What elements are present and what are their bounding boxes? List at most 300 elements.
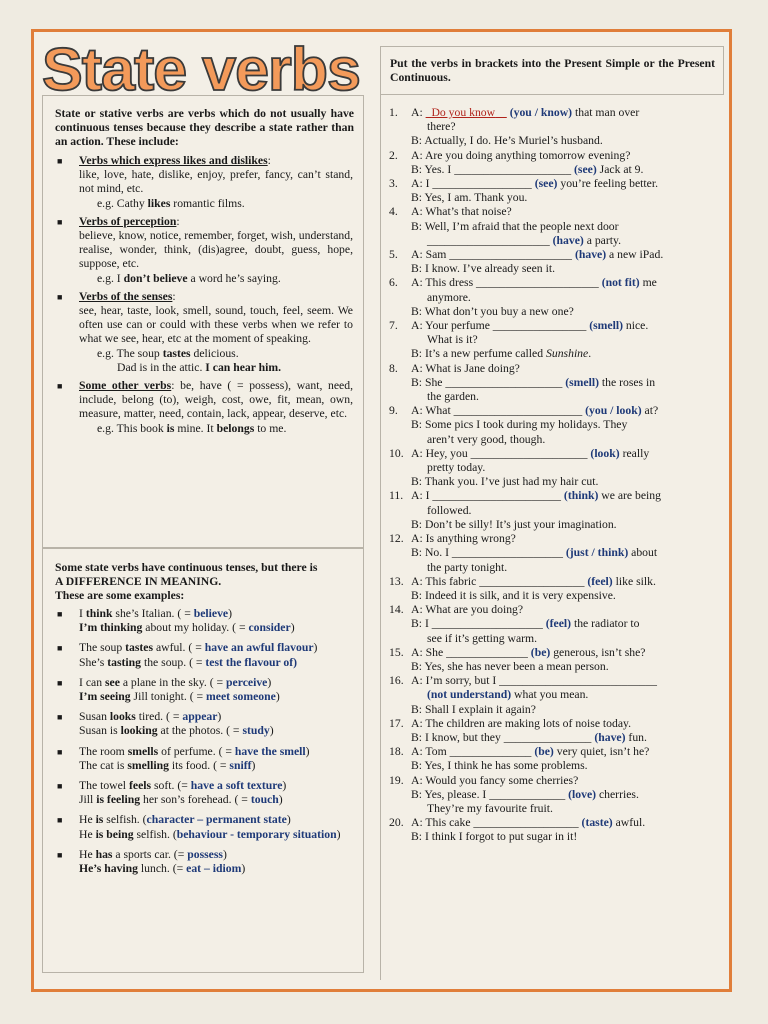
state-sentence bbox=[79, 745, 353, 759]
line-a bbox=[411, 319, 719, 333]
line-b bbox=[411, 347, 719, 361]
line-b bbox=[411, 163, 719, 177]
difference-item bbox=[43, 710, 363, 738]
sentence-text: a plane in the sky. ( = bbox=[119, 675, 227, 689]
sentence-text: The towel bbox=[79, 779, 129, 793]
exercise-item bbox=[389, 489, 719, 503]
exercise-reply bbox=[389, 788, 719, 802]
item-number: 20. bbox=[389, 816, 404, 830]
example-text: e.g. The soup bbox=[97, 346, 163, 360]
line-a bbox=[411, 745, 719, 759]
action-sentence bbox=[79, 862, 353, 876]
verb-prompt: (you / look) bbox=[585, 404, 642, 418]
meaning-note: sniff bbox=[229, 758, 252, 772]
exercise-reply bbox=[389, 731, 719, 745]
line-b bbox=[411, 262, 719, 276]
item-number-spacer bbox=[389, 347, 411, 361]
line-b-text: B: Indeed it is silk, and it is very expensive. bbox=[411, 588, 616, 602]
sentence-text: lunch. (= bbox=[138, 862, 187, 876]
intro-paragraph: State or stative verbs are verbs which do not usually have continuous tenses because they describe a state rather than an action. These include: bbox=[55, 107, 354, 149]
exercise-item bbox=[389, 404, 719, 418]
example-verb: tastes bbox=[162, 346, 191, 360]
verb-prompt: (feel) bbox=[587, 574, 613, 588]
state-sentence bbox=[79, 607, 353, 621]
sentence-text: The cat is bbox=[79, 758, 128, 772]
item-number-spacer bbox=[389, 475, 411, 489]
example-text: Dad is in the attic. bbox=[117, 360, 206, 374]
line-a bbox=[411, 489, 719, 503]
meaning-note: believe bbox=[193, 607, 229, 620]
exercise-item bbox=[389, 248, 719, 262]
item-number: 3. bbox=[389, 177, 398, 191]
sentence-verb: He’s having bbox=[79, 862, 138, 876]
page-title bbox=[38, 32, 368, 102]
verb-group-colon: : be, have ( = possess), want, need, include, belong (to), weigh, cost, owe, fit, mean, own, measure, matter, need, contain, lack, appear, deserve, etc. bbox=[79, 379, 353, 421]
line-b bbox=[411, 703, 719, 717]
sentence-text: ) bbox=[275, 690, 280, 704]
item-number-spacer bbox=[389, 703, 411, 717]
bullet-icon: ■ bbox=[57, 815, 63, 826]
sentence-text: ) bbox=[313, 641, 318, 655]
bullet-icon: ■ bbox=[57, 746, 63, 757]
verb-prompt: (look) bbox=[590, 446, 620, 460]
line-a-text: A: This cake __________________ bbox=[411, 816, 582, 830]
sentence-text: He bbox=[79, 813, 96, 827]
item-number-spacer bbox=[389, 759, 411, 773]
exercise-item bbox=[389, 177, 719, 191]
sentence-text: the soup. ( = bbox=[141, 655, 206, 669]
line-b bbox=[411, 759, 719, 773]
bullet-icon: ■ bbox=[57, 609, 63, 619]
item-number-spacer bbox=[389, 546, 411, 560]
line-b-text: B: I ___________________ bbox=[411, 617, 546, 631]
difference-list bbox=[43, 607, 363, 882]
sentence-text: ) bbox=[241, 862, 246, 876]
line-b bbox=[411, 589, 719, 603]
sentence-verb: is being bbox=[95, 827, 134, 841]
verb-prompt: (be) bbox=[534, 745, 554, 759]
exercise-item bbox=[389, 674, 719, 688]
verb-prompt: (have) bbox=[574, 248, 607, 262]
line-a-text: A: This dress _____________________ bbox=[411, 276, 602, 290]
verb-prompt: (you / know) bbox=[509, 106, 573, 119]
sentence-verb: looking bbox=[120, 724, 158, 738]
line-b-text: B: Yes, I think he has some problems. bbox=[411, 759, 588, 773]
verb-group-title: Verbs of perception bbox=[79, 214, 177, 228]
exercise-reply bbox=[389, 830, 719, 844]
exercise-header bbox=[380, 46, 724, 95]
verb-groups bbox=[43, 154, 363, 440]
verb-group-title: Some other verbs bbox=[79, 379, 172, 393]
example-verb: belongs bbox=[216, 421, 255, 435]
sentence-text: The room bbox=[79, 744, 128, 758]
line-a bbox=[411, 575, 719, 589]
line-a-text: A: I ______________________ bbox=[411, 489, 564, 503]
difference-intro bbox=[55, 561, 354, 604]
meaning-note: character – permanent state bbox=[146, 813, 287, 827]
verb-prompt: (not fit) bbox=[601, 276, 640, 290]
item-number-spacer bbox=[389, 660, 411, 674]
exercise-reply bbox=[389, 518, 719, 532]
sentence-verb: I’m seeing bbox=[79, 690, 131, 704]
line-a-text: A: I’m sorry, but I ___________________________ bbox=[411, 674, 657, 688]
line-b-text: B: Actually, I do. He’s Muriel’s husband. bbox=[411, 134, 603, 148]
verb-group-list: like, love, hate, dislike, enjoy, prefer, fancy, can’t stand, not mind, etc. bbox=[79, 168, 353, 196]
sentence-text: ) bbox=[222, 847, 227, 861]
line-a bbox=[411, 404, 719, 418]
line-b-text: _____________________ bbox=[427, 233, 553, 247]
meaning-note: consider bbox=[248, 621, 291, 635]
sentence-text: its food. ( = bbox=[168, 758, 230, 772]
item-number: 4. bbox=[389, 205, 398, 219]
item-number: 18. bbox=[389, 745, 404, 759]
exercise-item bbox=[389, 149, 719, 163]
line-b bbox=[411, 220, 719, 234]
difference-intro-line2: A DIFFERENCE IN MEANING. bbox=[55, 575, 222, 589]
line-a-continuation: anymore. bbox=[427, 290, 471, 304]
line-a bbox=[411, 816, 719, 830]
exercise-reply bbox=[389, 262, 719, 276]
item-number: 15. bbox=[389, 645, 404, 659]
line-b bbox=[411, 660, 719, 674]
state-verbs-box bbox=[42, 95, 364, 548]
meaning-note: have a soft texture bbox=[190, 779, 283, 793]
bullet-icon: ■ bbox=[57, 677, 63, 688]
line-a-text: me bbox=[639, 276, 657, 290]
sentence-verb: looks bbox=[109, 710, 136, 724]
verb-group-title: Verbs of the senses bbox=[79, 289, 173, 303]
line-b-text: Jack at 9. bbox=[596, 162, 644, 176]
exercise-reply bbox=[389, 703, 719, 717]
verb-prompt: (smell) bbox=[589, 319, 623, 333]
sentence-text: Jill tonight. ( = bbox=[130, 690, 207, 704]
item-number: 2. bbox=[389, 148, 398, 162]
sentence-verb: smells bbox=[127, 744, 159, 758]
line-b bbox=[411, 376, 719, 390]
difference-item bbox=[43, 745, 363, 773]
action-sentence bbox=[79, 621, 353, 635]
sentence-text: ) bbox=[251, 758, 256, 772]
line-a bbox=[411, 205, 719, 219]
line-a bbox=[411, 447, 719, 461]
sentence-text: ) bbox=[278, 793, 283, 807]
item-number-spacer bbox=[389, 731, 411, 745]
line-b-text: B: Shall I explain it again? bbox=[411, 702, 536, 716]
exercise-item bbox=[389, 745, 719, 759]
action-sentence bbox=[79, 724, 353, 738]
verb-prompt: (smell) bbox=[565, 375, 599, 389]
item-number: 6. bbox=[389, 276, 398, 290]
line-b bbox=[411, 788, 719, 802]
line-a-text: A: Would you fancy some cherries? bbox=[411, 773, 579, 787]
bullet-icon: ■ bbox=[57, 216, 63, 227]
item-number-spacer bbox=[389, 788, 411, 802]
verb-prompt: (see) bbox=[534, 177, 558, 191]
sentence-text: tired. ( = bbox=[135, 710, 183, 724]
sentence-verb: tasting bbox=[107, 655, 142, 669]
line-a-text: A: bbox=[411, 106, 426, 119]
line-a-text: A: Tom ______________ bbox=[411, 745, 535, 759]
example-text: a word he’s saying. bbox=[187, 271, 281, 285]
state-sentence bbox=[79, 641, 353, 655]
verb-group bbox=[43, 290, 363, 375]
line-b-text: about bbox=[628, 546, 658, 560]
meaning-note: touch bbox=[250, 793, 279, 807]
line-a-text: A: What are you doing? bbox=[411, 603, 524, 617]
line-a-continuation: followed. bbox=[427, 503, 472, 517]
item-number: 17. bbox=[389, 716, 404, 730]
verb-prompt: (think) bbox=[563, 489, 599, 503]
exercise-box bbox=[380, 95, 724, 980]
title-text: State verbs bbox=[42, 36, 361, 102]
answer-text: Do you know bbox=[431, 106, 496, 119]
sentence-text: ) bbox=[228, 607, 233, 620]
verb-group-colon: : bbox=[267, 154, 271, 167]
exercise-item bbox=[389, 717, 719, 731]
line-b-text: B: Yes, please. I _____________ bbox=[411, 787, 569, 801]
exercise-reply bbox=[389, 660, 719, 674]
line-a-text: nice. bbox=[622, 319, 649, 333]
line-b-text: B: It’s a new perfume called bbox=[411, 347, 547, 361]
meaning-note: study bbox=[242, 724, 270, 738]
exercise-reply bbox=[389, 589, 719, 603]
line-a-text: A: The children are making lots of noise today. bbox=[411, 716, 632, 730]
state-sentence bbox=[79, 848, 353, 862]
sentence-text: ) bbox=[282, 779, 287, 793]
verb-prompt: (have) bbox=[594, 730, 626, 744]
item-number-spacer bbox=[389, 418, 411, 432]
line-a bbox=[411, 177, 719, 191]
meaning-note: possess bbox=[187, 847, 223, 861]
bullet-icon: ■ bbox=[57, 849, 63, 860]
verb-prompt: (be) bbox=[530, 645, 551, 659]
example-text: e.g. This book bbox=[97, 421, 167, 435]
item-number-spacer bbox=[389, 589, 411, 603]
meaning-note: eat – idiom bbox=[186, 862, 242, 876]
line-b-text: cherries. bbox=[596, 787, 639, 801]
line-a-text: like silk. bbox=[612, 574, 656, 588]
line-b-text: B: Yes. I ____________________ bbox=[411, 162, 574, 176]
line-a-text: we are being bbox=[598, 489, 661, 503]
exercise-reply bbox=[389, 546, 719, 560]
exercise-item bbox=[389, 205, 719, 219]
line-b bbox=[411, 617, 719, 631]
line-b-text: B: Well, I’m afraid that the people next door bbox=[411, 219, 619, 233]
line-b-text: B: Thank you. I’ve just had my hair cut. bbox=[411, 475, 599, 489]
item-number: 19. bbox=[389, 773, 404, 787]
line-b-text: B: She ____________________ bbox=[411, 375, 566, 389]
exercise-item bbox=[389, 276, 719, 290]
bullet-icon: ■ bbox=[57, 291, 63, 302]
action-sentence bbox=[79, 656, 353, 670]
line-b-text: B: Yes, she has never been a mean person. bbox=[411, 659, 609, 673]
item-number-spacer bbox=[389, 262, 411, 276]
sentence-text: a sports car. (= bbox=[112, 847, 188, 861]
sentence-text: selfish. ( bbox=[133, 827, 177, 841]
bullet-icon: ■ bbox=[57, 643, 63, 654]
meaning-note: appear bbox=[182, 710, 218, 724]
line-a bbox=[411, 276, 719, 290]
sentence-text: He bbox=[79, 847, 96, 861]
exercise-reply bbox=[389, 220, 719, 234]
line-b-continuation bbox=[389, 561, 719, 575]
line-b-text: the garden. bbox=[427, 390, 479, 404]
line-a bbox=[411, 646, 719, 660]
difference-item bbox=[43, 813, 363, 841]
item-number-spacer bbox=[389, 220, 411, 234]
sentence-text: ) bbox=[336, 827, 341, 841]
line-b-text: aren’t very good, though. bbox=[427, 432, 546, 446]
sentence-verb: I’m thinking bbox=[79, 621, 143, 635]
sentence-verb: think bbox=[85, 607, 113, 620]
verb-group bbox=[43, 154, 363, 211]
sentence-text: I can bbox=[79, 675, 105, 689]
line-b-text: B: What don’t you buy a new one? bbox=[411, 304, 574, 318]
line-b-text: They’re my favourite fruit. bbox=[427, 801, 553, 815]
state-sentence bbox=[79, 676, 353, 690]
verb-group-list: believe, know, notice, remember, forget, wish, understand, realise, wonder, think, (dis)agree, doubt, guess, hope, suppose, etc. bbox=[79, 229, 353, 271]
line-b bbox=[411, 830, 719, 844]
line-b-text: fun. bbox=[625, 730, 647, 744]
item-number: 7. bbox=[389, 319, 398, 333]
line-b-text: see if it’s getting warm. bbox=[427, 631, 538, 645]
line-b-text: a party. bbox=[583, 233, 622, 247]
exercise-item bbox=[389, 575, 719, 589]
line-b bbox=[411, 418, 719, 432]
sentence-text: I bbox=[79, 607, 86, 620]
line-b-continuation bbox=[389, 390, 719, 404]
sentence-text: ) bbox=[286, 813, 291, 827]
action-sentence bbox=[79, 690, 353, 704]
line-a-text: A: What is Jane doing? bbox=[411, 361, 520, 375]
sentence-text: ) bbox=[217, 710, 222, 724]
exercise-reply bbox=[389, 617, 719, 631]
meaning-note: have an awful flavour bbox=[204, 641, 314, 655]
line-b-text: the roses in bbox=[598, 375, 656, 389]
line-b-continuation bbox=[389, 802, 719, 816]
line-b bbox=[411, 305, 719, 319]
verb-group-heading bbox=[79, 154, 353, 168]
item-number: 14. bbox=[389, 603, 404, 617]
line-a-continuation: What is it? bbox=[427, 333, 478, 347]
item-number: 5. bbox=[389, 248, 398, 262]
line-a-text: generous, isn’t she? bbox=[550, 645, 646, 659]
difference-item bbox=[43, 848, 363, 876]
item-number-spacer bbox=[389, 134, 411, 148]
verb-group-heading bbox=[79, 290, 353, 304]
example-verb: is bbox=[166, 421, 175, 435]
sentence-text: of perfume. ( = bbox=[158, 744, 235, 758]
example-text: to me. bbox=[254, 421, 287, 435]
exercise-reply bbox=[389, 305, 719, 319]
line-a-continuation bbox=[389, 688, 719, 702]
line-a bbox=[411, 674, 719, 688]
sentence-text: ) bbox=[290, 621, 295, 635]
sentence-text: about my holiday. ( = bbox=[142, 621, 249, 635]
line-a-continuation: pretty today. bbox=[427, 461, 486, 475]
example-sentence bbox=[51, 422, 353, 436]
line-a-text: A: What ______________________ bbox=[411, 404, 586, 418]
meaning-note: have the smell bbox=[234, 744, 306, 758]
sentence-text: He bbox=[79, 827, 96, 841]
meaning-note: behaviour - temporary situation bbox=[176, 827, 337, 841]
exercise-item bbox=[389, 774, 719, 788]
state-sentence bbox=[79, 710, 353, 724]
exercise-item bbox=[389, 106, 719, 120]
item-number: 12. bbox=[389, 532, 404, 546]
verb-group-heading bbox=[79, 215, 353, 229]
verb-group-title: Verbs which express likes and dislikes bbox=[79, 154, 268, 167]
example-text: mine. It bbox=[174, 421, 217, 435]
bullet-icon: ■ bbox=[57, 156, 63, 166]
exercise-reply bbox=[389, 759, 719, 773]
line-a-text: A: What’s that noise? bbox=[411, 205, 512, 219]
exercise-item bbox=[389, 603, 719, 617]
difference-item bbox=[43, 676, 363, 704]
example-sentence bbox=[51, 347, 353, 361]
exercise-reply bbox=[389, 134, 719, 148]
line-b-italic: Sunshine bbox=[546, 347, 589, 361]
line-a bbox=[411, 603, 719, 617]
line-b-continuation bbox=[389, 433, 719, 447]
item-number: 10. bbox=[389, 446, 404, 460]
item-number-spacer bbox=[389, 376, 411, 390]
line-b-text: B: Some pics I took during my holidays. They bbox=[411, 418, 628, 432]
verb-prompt: (just / think) bbox=[565, 546, 629, 560]
exercise-reply bbox=[389, 418, 719, 432]
item-number: 13. bbox=[389, 574, 404, 588]
verb-group bbox=[43, 379, 363, 436]
sentence-text: Susan bbox=[79, 710, 110, 724]
example-sentence bbox=[51, 272, 353, 286]
line-b bbox=[411, 191, 719, 205]
exercise-reply bbox=[389, 163, 719, 177]
item-number: 9. bbox=[389, 404, 398, 418]
line-a-text: very quiet, isn’t he? bbox=[553, 745, 650, 759]
item-number-spacer bbox=[389, 305, 411, 319]
item-number: 8. bbox=[389, 361, 398, 375]
verb-group-colon: : bbox=[172, 289, 176, 303]
action-sentence bbox=[79, 828, 353, 842]
sentence-text: The soup bbox=[79, 641, 126, 655]
sentence-text: She’s bbox=[79, 655, 108, 669]
meaning-note: perceive bbox=[226, 675, 268, 689]
verb-group-heading bbox=[79, 379, 353, 422]
sentence-text: Jill bbox=[79, 793, 97, 807]
line-a-text: A: Hey, you ____________________ bbox=[411, 446, 591, 460]
sentence-text: her son’s forehead. ( = bbox=[140, 793, 251, 807]
line-a-text: a new iPad. bbox=[606, 248, 664, 262]
verb-group bbox=[43, 215, 363, 286]
line-b-text: B: I know. I’ve already seen it. bbox=[411, 262, 555, 276]
line-a bbox=[411, 106, 719, 120]
line-b-text: the radiator to bbox=[571, 617, 640, 631]
difference-item bbox=[43, 779, 363, 807]
sentence-text: selfish. ( bbox=[103, 813, 147, 827]
line-a bbox=[411, 149, 719, 163]
bullet-icon: ■ bbox=[57, 381, 63, 392]
sentence-text: at the photos. ( = bbox=[157, 724, 243, 738]
item-number: 16. bbox=[389, 674, 404, 688]
exercise-reply bbox=[389, 475, 719, 489]
sentence-verb: see bbox=[104, 675, 120, 689]
example-verb: don’t believe bbox=[123, 271, 188, 285]
example-verb: I can hear him. bbox=[205, 360, 282, 374]
sentence-text: ) bbox=[267, 675, 272, 689]
item-number-spacer bbox=[389, 830, 411, 844]
exercise-reply bbox=[389, 191, 719, 205]
sentence-verb: is feeling bbox=[96, 793, 141, 807]
